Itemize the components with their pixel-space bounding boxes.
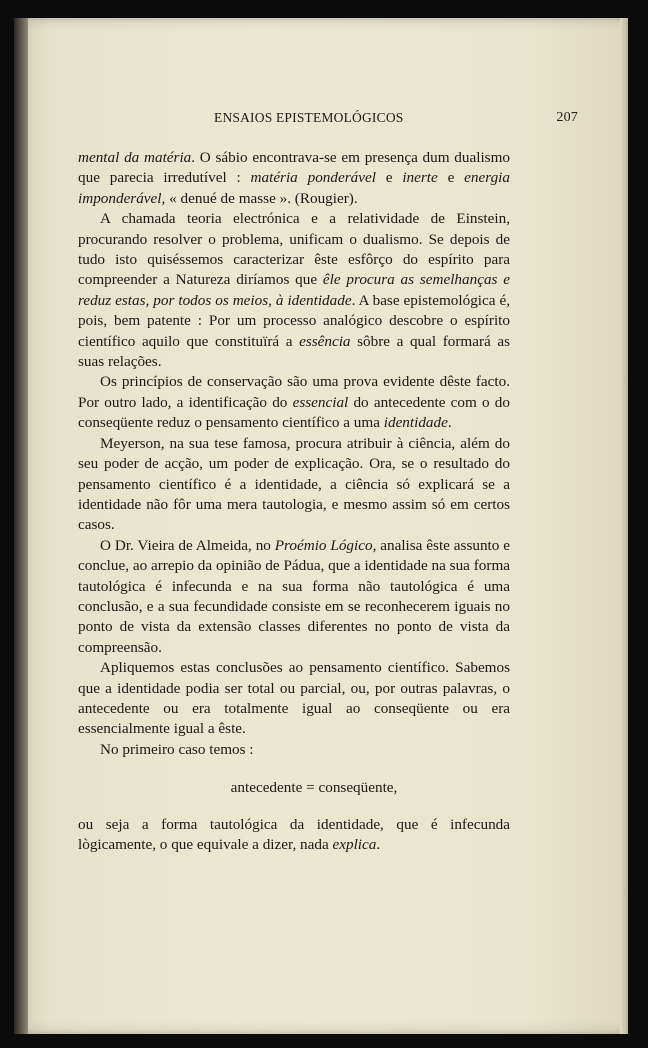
paragraph	[78, 815, 510, 856]
italic-phrase: mental da matéria	[78, 149, 192, 166]
paragraph	[78, 148, 510, 209]
text-run: do antecedente com o do conseqüente reduz o pensamento científico a uma	[78, 393, 510, 432]
page-edge	[620, 18, 628, 1034]
book-gutter	[14, 18, 28, 1034]
page-number: 207	[556, 110, 578, 125]
italic-phrase: identidade	[383, 414, 448, 432]
text-run: e	[375, 169, 403, 187]
italic-phrase: energia imponderável,	[78, 169, 510, 207]
text-run: analisa êste assunto e conclue, ao arrepio da opinião de Pádua, que a identidade na sua forma tautológica é infecunda e na sua forma não tautológica é uma conclusão, e a sua fecundidade consiste em se reconhecerem iguais no ponto de vista da extensão classes diferentes no ponto de vista da compreensão.	[78, 536, 510, 656]
text-run: Os princípios de conservação são uma prova evidente dêste facto. Por outro lado, a identificação do	[78, 373, 510, 411]
text-run: .	[447, 414, 452, 432]
book-page	[14, 18, 628, 1034]
italic-phrase: matéria ponderável	[250, 169, 376, 187]
paragraph	[78, 536, 510, 658]
text-run: ou seja a forma tautológica da identidade, que é infecunda lògicamente, o que equivale a dizer, nada	[78, 815, 510, 853]
paragraph: No primeiro caso temos :	[100, 740, 254, 758]
text-run: . O sábio encontrava-se em presença dum dualismo que parecia irredutível :	[78, 149, 510, 187]
italic-phrase: êle procura as semelhanças e reduz estas, por todos os meios, à identidade	[78, 271, 510, 309]
text-run: O Dr. Vieira de Almeida, no	[100, 536, 275, 554]
paragraph	[78, 372, 510, 433]
text-run: .	[376, 836, 381, 853]
italic-phrase: essencial	[292, 393, 349, 411]
italic-phrase: Proémio Lógico,	[274, 536, 377, 554]
italic-phrase: essência	[299, 332, 351, 350]
text-run: « denué de masse ». (Rougier).	[165, 189, 358, 207]
paragraph: Apliquemos estas conclusões ao pensamento científico. Sabemos que a identidade podia ser total ou parcial, ou, por outras palavras, o antecedente ou era totalmente igual ao conseqüente ou era essencialmente igual a êste.	[78, 659, 510, 738]
text-run: e	[437, 169, 465, 187]
italic-phrase: inerte	[402, 169, 438, 187]
page-header	[78, 110, 578, 130]
formula: antecedente = conseqüente,	[230, 779, 398, 797]
italic-phrase: explica	[332, 836, 377, 853]
body-text	[78, 148, 510, 855]
text-run: A chamada teoria electrónica e a relatividade de Einstein, procurando resolver o problema, unificam o dualismo. Se depois de tudo isto quiséssemos caracterizar êste esfôrço do espírito para compreender a Natureza diríamos que	[78, 210, 510, 289]
paragraph: Meyerson, na sua tese famosa, procura atribuir à ciência, além do seu poder de acção, um poder de explicação. Ora, se o resultado do pensamento científico é a identidade, a ciência só explicará se a identidade não fôr uma mera tautologia, e mesmo assim só em certos casos.	[78, 434, 510, 534]
text-run: sôbre a qual formará as suas relações.	[78, 332, 511, 371]
paragraph	[78, 209, 510, 372]
running-title: ENSAIOS EPISTEMOLÓGICOS	[214, 110, 404, 125]
text-run: . A base epistemológica é, pois, bem patente : Por um processo analógico descobre o espírito científico aquilo que constituïrá a	[78, 291, 510, 350]
